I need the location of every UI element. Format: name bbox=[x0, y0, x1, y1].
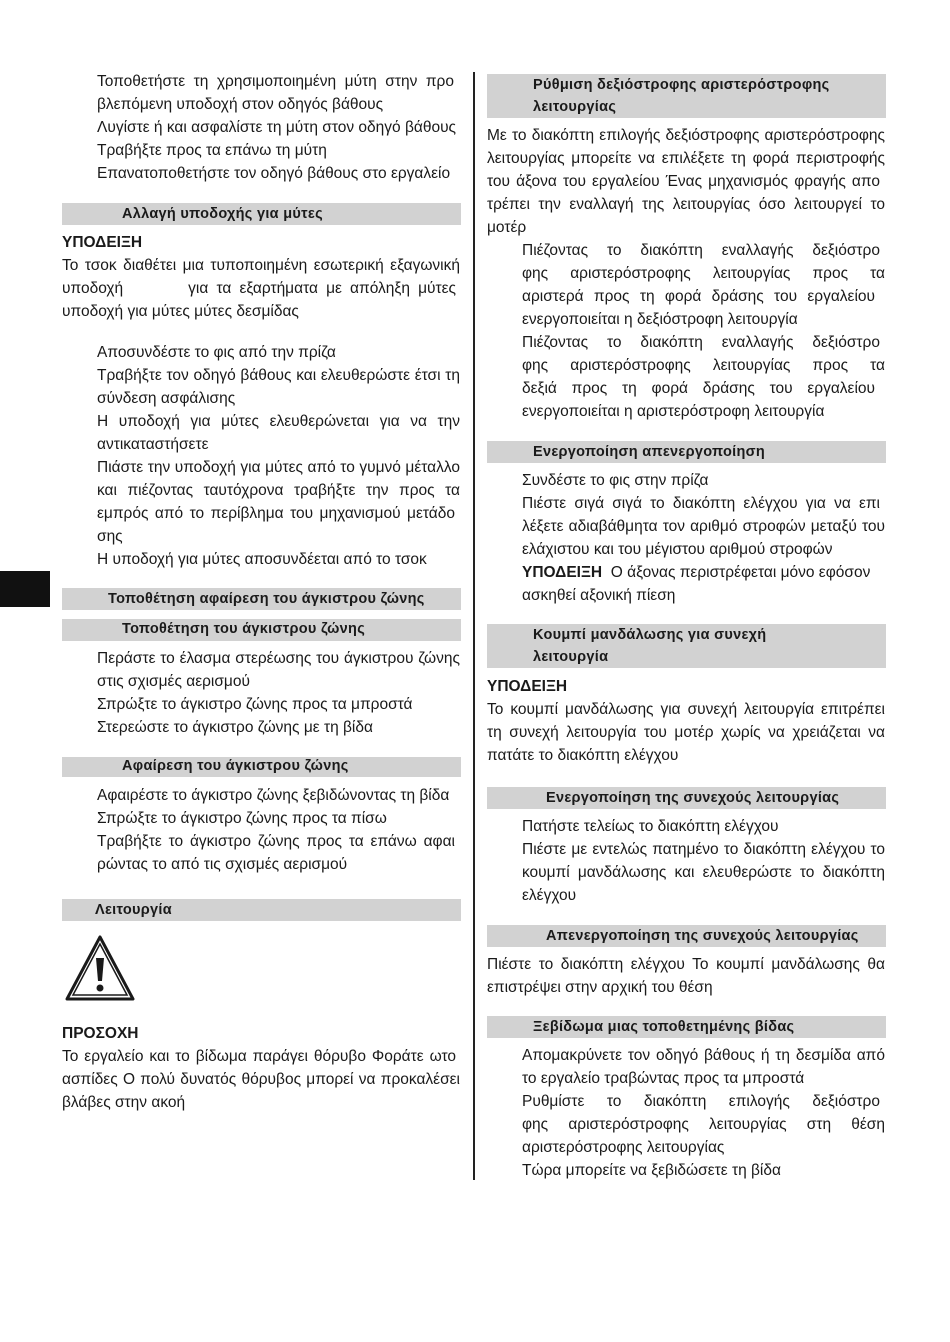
text-line: αριστερά προς τη φορά δράσης του εργαλείου bbox=[522, 288, 875, 305]
section-header: Τοποθέτηση αφαίρεση του άγκιστρου ζώνης bbox=[62, 588, 461, 610]
column-divider bbox=[473, 72, 475, 1180]
text-line: Η υποδοχή για μύτες ελευθερώνεται για να την bbox=[97, 413, 460, 430]
section-header: Τοποθέτηση του άγκιστρου ζώνης bbox=[62, 619, 461, 641]
text-line: φης αριστερόστροφης λειτουργίας προς τα bbox=[522, 357, 885, 374]
text-line: πατάτε το διακόπτη ελέγχου bbox=[487, 747, 679, 764]
text-line: Πιέζοντας το διακόπτη εναλλαγής δεξιόστρο bbox=[522, 334, 880, 351]
text-line: υποδοχή για μύτες μύτες δεσμίδας bbox=[62, 303, 299, 320]
text-line: Με το διακόπτη επιλογής δεξιόστροφης αριστερόστροφης bbox=[487, 127, 885, 144]
text-line: λέξετε αδιαβάθμητα τον αριθμό στροφών μεταξύ του bbox=[522, 518, 885, 535]
section-header: Ενεργοποίηση απενεργοποίηση bbox=[487, 441, 886, 463]
hint-label: ΥΠΟΔΕΙΞΗ bbox=[62, 234, 143, 251]
text-line: υποδοχή για τα εξαρτήματα με απόληξη μύτες bbox=[62, 280, 456, 297]
text-line: Συνδέστε το φις στην πρίζα bbox=[522, 472, 709, 489]
text-line: στις σχισμές αερισμού bbox=[97, 673, 250, 690]
text-line: ενεργοποιείται η δεξιόστροφη λειτουργία bbox=[522, 311, 798, 328]
section-header: Απενεργοποίηση της συνεχούς λειτουργίας bbox=[487, 925, 886, 947]
hint-label: ΥΠΟΔΕΙΞΗ bbox=[487, 678, 568, 695]
text-line: Λυγίστε ή και ασφαλίστε τη μύτη στον οδηγό βάθους bbox=[97, 119, 457, 136]
text-line: ελέγχου bbox=[522, 887, 577, 904]
text-line: επιστρέψει στην αρχική του θέση bbox=[487, 979, 713, 996]
text-line: σύνδεση ασφάλισης bbox=[97, 390, 236, 407]
text-line: βλεπόμενη υποδοχή στον οδηγός βάθους bbox=[97, 96, 384, 113]
text-line: Τραβήξτε τον οδηγό βάθους και ελευθερώστε έτσι τη bbox=[97, 367, 460, 384]
text-line: τρέπει την εναλλαγή της λειτουργίας όσο λειτουργεί το bbox=[487, 196, 885, 213]
section-header: Λειτουργία bbox=[62, 899, 461, 921]
text-line: φης αριστερόστροφης λειτουργίας προς τα bbox=[522, 265, 885, 282]
text-line: αριστερόστροφης λειτουργίας bbox=[522, 1139, 725, 1156]
hint-label: ΥΠΟΔΕΙΞΗ bbox=[522, 564, 603, 581]
text-line: Απομακρύνετε τον οδηγό βάθους ή τη δεσμίδα από bbox=[522, 1047, 885, 1064]
section-header: Ρύθμιση δεξιόστροφης αριστερόστροφης λειτουργίας bbox=[487, 74, 886, 118]
warning-triangle-icon bbox=[64, 934, 136, 1002]
text-line: Το εργαλείο και το βίδωμα παράγει θόρυβο Φοράτε ωτο bbox=[62, 1048, 456, 1065]
text-line: ρώντας το από τις σχισμές αερισμού bbox=[97, 856, 348, 873]
text-line: λειτουργίας μπορείτε να επιλέξετε τη φορά περιστροφής bbox=[487, 150, 885, 167]
section-header: Αλλαγή υποδοχής για μύτες bbox=[62, 203, 461, 225]
text-line: Στερεώστε το άγκιστρο ζώνης με τη βίδα bbox=[97, 719, 373, 736]
section-header: Ξεβίδωμα μιας τοποθετημένης βίδας bbox=[487, 1016, 886, 1038]
text-line: Η υποδοχή για μύτες αποσυνδέεται από το τσοκ bbox=[97, 551, 427, 568]
text-line: Πιέστε το διακόπτη ελέγχου Το κουμπί μανδάλωσης θα bbox=[487, 956, 885, 973]
section-header: Κουμπί μανδάλωσης για συνεχή λειτουργία bbox=[487, 624, 886, 668]
text-line: του άξονα του εργαλείου Ένας μηχανισμός φραγής απο bbox=[487, 173, 880, 190]
text-line: Τραβήξτε το άγκιστρο ζώνης προς τα επάνω αφαι bbox=[97, 833, 455, 850]
section-header: Αφαίρεση του άγκιστρου ζώνης bbox=[62, 757, 461, 777]
text-line: Το τσοκ διαθέτει μια τυποποιημένη εσωτερική εξαγωνική bbox=[62, 257, 460, 274]
text-line: αντικαταστήσετε bbox=[97, 436, 209, 453]
text-line: κουμπί μανδάλωσης και ελευθερώστε το διακόπτη bbox=[522, 864, 885, 881]
text-line: Αποσυνδέστε το φις από την πρίζα bbox=[97, 344, 336, 361]
section-header: Ενεργοποίηση της συνεχούς λειτουργίας bbox=[487, 787, 886, 809]
chapter-tab-marker bbox=[0, 571, 50, 607]
text-line: Περάστε το έλασμα στερέωσης του άγκιστρου ζώνης bbox=[97, 650, 460, 667]
text-line: ενεργοποιείται η αριστερόστροφη λειτουργία bbox=[522, 403, 825, 420]
text-line: σης bbox=[97, 528, 123, 545]
text-line: Πιάστε την υποδοχή για μύτες από το γυμνό μέταλλο bbox=[97, 459, 460, 476]
text-line: Πιέζοντας το διακόπτη εναλλαγής δεξιόστρο bbox=[522, 242, 880, 259]
text-line: Αφαιρέστε το άγκιστρο ζώνης ξεβιδώνοντας τη βίδα bbox=[97, 787, 450, 804]
text-line: Πιέστε σιγά σιγά το διακόπτη ελέγχου για να επι bbox=[522, 495, 880, 512]
text-line: φης αριστερόστροφης λειτουργίας στη θέση bbox=[522, 1116, 885, 1133]
text-line: Επανατοποθετήστε τον οδηγό βάθους στο εργαλείο bbox=[97, 165, 451, 182]
text-line: Πιέστε με εντελώς πατημένο το διακόπτη ελέγχου το bbox=[522, 841, 885, 858]
text-line: δεξιά προς τη φορά δράσης του εργαλείου bbox=[522, 380, 875, 397]
text-line: ασκηθεί αξονική πίεση bbox=[522, 587, 676, 604]
text-line: Σπρώξτε το άγκιστρο ζώνης προς τα μπροστά bbox=[97, 696, 413, 713]
text-line: τη συνεχή λειτουργία του μοτέρ χωρίς να χρειάζεται να bbox=[487, 724, 885, 741]
text-line: μοτέρ bbox=[487, 219, 527, 236]
text-line: Τοποθετήστε τη χρησιμοποιημένη μύτη στην προ bbox=[97, 73, 454, 90]
text-line: Το κουμπί μανδάλωσης για συνεχή λειτουργία επιτρέπει bbox=[487, 701, 885, 718]
text-line: Σπρώξτε το άγκιστρο ζώνης προς τα πίσω bbox=[97, 810, 387, 827]
text-line: Ρυθμίστε το διακόπτη επιλογής δεξιόστρο bbox=[522, 1093, 880, 1110]
text-line: Τώρα μπορείτε να ξεβιδώσετε τη βίδα bbox=[522, 1162, 781, 1179]
text-line: βλάβες στην ακοή bbox=[62, 1094, 186, 1111]
text-line: ελάχιστου και του μέγιστου αριθμού στροφών bbox=[522, 541, 833, 558]
text-line: ΥΠΟΔΕΙΞΗ Ο άξονας περιστρέφεται μόνο εφόσον bbox=[522, 564, 871, 581]
text-line: εμπρός από το περίβλημα του μηχανισμού μετάδο bbox=[97, 505, 455, 522]
text-line: και πιέζοντας ταυτόχρονα τραβήξτε την προς τα bbox=[97, 482, 460, 499]
caution-label: ΠΡΟΣΟΧΗ bbox=[62, 1025, 139, 1042]
text-line: Πατήστε τελείως το διακόπτη ελέγχου bbox=[522, 818, 779, 835]
text-line: το εργαλείο τραβώντας προς τα μπροστά bbox=[522, 1070, 805, 1087]
text-line: ασπίδες Ο πολύ δυνατός θόρυβος μπορεί να προκαλέσει bbox=[62, 1071, 460, 1088]
text-line: Τραβήξτε προς τα επάνω τη μύτη bbox=[97, 142, 327, 159]
